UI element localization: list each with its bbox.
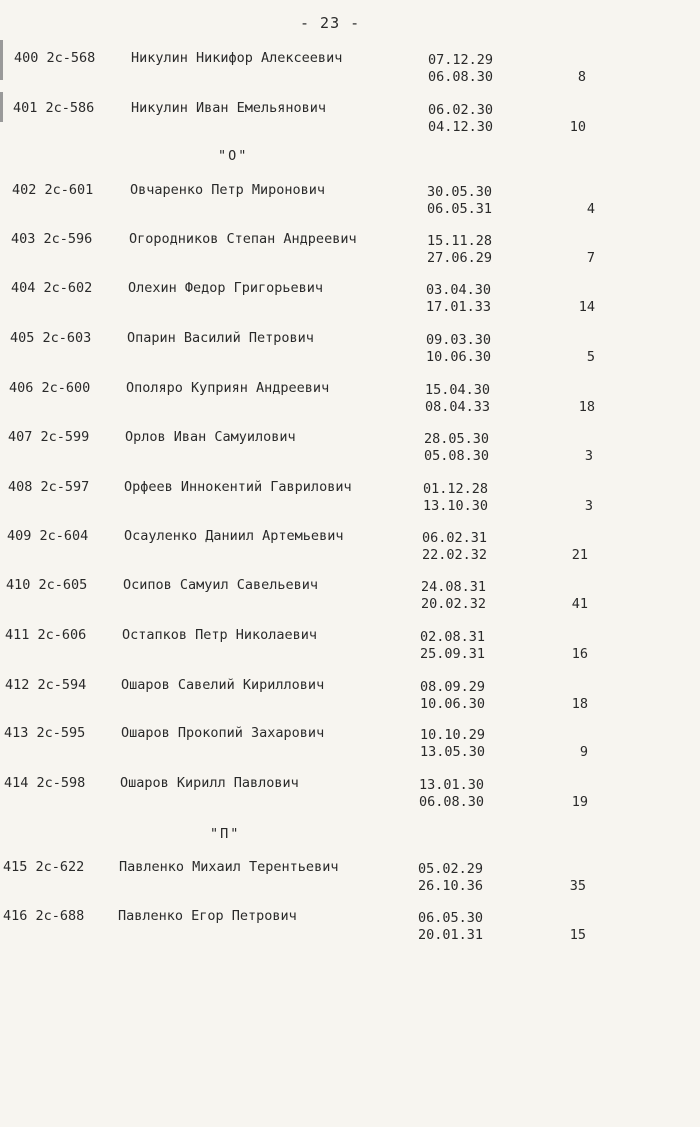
record-number: 406 2с-600 — [9, 380, 91, 396]
section-letter-o: "О" — [218, 148, 249, 164]
page-number: - 23 - — [300, 14, 361, 32]
person-name: Огородников Степан Андреевич — [129, 231, 357, 247]
date-end: 13.10.30 — [423, 498, 489, 514]
record-number: 404 2с-602 — [11, 280, 93, 296]
days-count: 21 — [571, 547, 588, 563]
record-row — [0, 528, 700, 562]
person-name: Ошаров Кирилл Павлович — [120, 775, 299, 791]
record-number: 408 2с-597 — [8, 479, 90, 495]
section-letter-p: "П" — [210, 826, 241, 842]
person-name: Павленко Михаил Терентьевич — [119, 859, 339, 875]
record-number: 410 2с-605 — [6, 577, 88, 593]
date-end: 04.12.30 — [428, 119, 494, 135]
date-end: 20.02.32 — [421, 596, 487, 612]
record-row — [0, 479, 700, 513]
days-count: 18 — [578, 399, 595, 415]
record-row — [0, 775, 700, 809]
days-count: 9 — [579, 744, 588, 760]
person-name: Осипов Самуил Савельевич — [123, 577, 319, 593]
person-name: Ошаров Савелий Кириллович — [121, 677, 325, 693]
record-number: 400 2с-568 — [14, 50, 96, 66]
days-count: 3 — [584, 498, 593, 514]
record-row — [0, 429, 700, 463]
date-start: 15.04.30 — [425, 382, 491, 398]
person-name: Опарин Василий Петрович — [127, 330, 314, 346]
date-end: 06.08.30 — [428, 69, 494, 85]
date-end: 10.06.30 — [426, 349, 492, 365]
days-count: 3 — [584, 448, 593, 464]
person-name: Павленко Егор Петрович — [118, 908, 297, 924]
date-start: 08.09.29 — [420, 679, 486, 695]
record-number: 412 2с-594 — [5, 677, 87, 693]
record-row — [0, 231, 700, 265]
date-end: 25.09.31 — [420, 646, 486, 662]
days-count: 35 — [569, 878, 586, 894]
date-start: 02.08.31 — [420, 629, 486, 645]
date-start: 06.02.31 — [422, 530, 488, 546]
record-number: 414 2с-598 — [4, 775, 86, 791]
person-name: Овчаренко Петр Миронович — [130, 182, 326, 198]
date-start: 10.10.29 — [420, 727, 486, 743]
days-count: 16 — [571, 646, 588, 662]
date-start: 09.03.30 — [426, 332, 492, 348]
date-start: 06.05.30 — [418, 910, 484, 926]
record-row — [0, 380, 700, 414]
record-row — [0, 859, 700, 893]
date-end: 26.10.36 — [418, 878, 484, 894]
record-number: 411 2с-606 — [5, 627, 87, 643]
days-count: 4 — [586, 201, 595, 217]
person-name: Остапков Петр Николаевич — [122, 627, 318, 643]
person-name: Орфеев Иннокентий Гаврилович — [124, 479, 352, 495]
date-end: 05.08.30 — [424, 448, 490, 464]
person-name: Ополяро Куприян Андреевич — [126, 380, 330, 396]
record-row — [0, 330, 700, 364]
date-start: 06.02.30 — [428, 102, 494, 118]
date-start: 28.05.30 — [424, 431, 490, 447]
date-end: 17.01.33 — [426, 299, 492, 315]
record-number: 416 2с-688 — [3, 908, 85, 924]
days-count: 5 — [586, 349, 595, 365]
record-row — [0, 627, 700, 661]
person-name: Осауленко Даниил Артемьевич — [124, 528, 344, 544]
date-end: 06.05.31 — [427, 201, 493, 217]
record-row — [0, 100, 700, 134]
date-start: 07.12.29 — [428, 52, 494, 68]
record-number: 409 2с-604 — [7, 528, 89, 544]
person-name: Олехин Федор Григорьевич — [128, 280, 324, 296]
person-name: Никулин Иван Емельянович — [131, 100, 327, 116]
days-count: 14 — [578, 299, 595, 315]
record-number: 415 2с-622 — [3, 859, 85, 875]
record-number: 405 2с-603 — [10, 330, 92, 346]
record-row — [0, 725, 700, 759]
date-end: 10.06.30 — [420, 696, 486, 712]
record-number: 407 2с-599 — [8, 429, 90, 445]
date-end: 20.01.31 — [418, 927, 484, 943]
date-end: 27.06.29 — [427, 250, 493, 266]
days-count: 10 — [569, 119, 586, 135]
record-row — [0, 50, 700, 84]
record-row — [0, 908, 700, 942]
date-start: 15.11.28 — [427, 233, 493, 249]
record-number: 402 2с-601 — [12, 182, 94, 198]
days-count: 7 — [586, 250, 595, 266]
person-name: Орлов Иван Самуилович — [125, 429, 296, 445]
date-start: 01.12.28 — [423, 481, 489, 497]
days-count: 19 — [571, 794, 588, 810]
date-end: 08.04.33 — [425, 399, 491, 415]
record-row — [0, 182, 700, 216]
record-number: 401 2с-586 — [13, 100, 95, 116]
date-start: 13.01.30 — [419, 777, 485, 793]
record-number: 413 2с-595 — [4, 725, 86, 741]
date-start: 03.04.30 — [426, 282, 492, 298]
record-number: 403 2с-596 — [11, 231, 93, 247]
date-end: 06.08.30 — [419, 794, 485, 810]
days-count: 8 — [577, 69, 586, 85]
record-row — [0, 280, 700, 314]
date-start: 24.08.31 — [421, 579, 487, 595]
date-start: 30.05.30 — [427, 184, 493, 200]
date-end: 22.02.32 — [422, 547, 488, 563]
record-row — [0, 677, 700, 711]
date-end: 13.05.30 — [420, 744, 486, 760]
days-count: 15 — [569, 927, 586, 943]
person-name: Никулин Никифор Алексеевич — [131, 50, 343, 66]
record-row — [0, 577, 700, 611]
date-start: 05.02.29 — [418, 861, 484, 877]
days-count: 18 — [571, 696, 588, 712]
person-name: Ошаров Прокопий Захарович — [121, 725, 325, 741]
days-count: 41 — [571, 596, 588, 612]
